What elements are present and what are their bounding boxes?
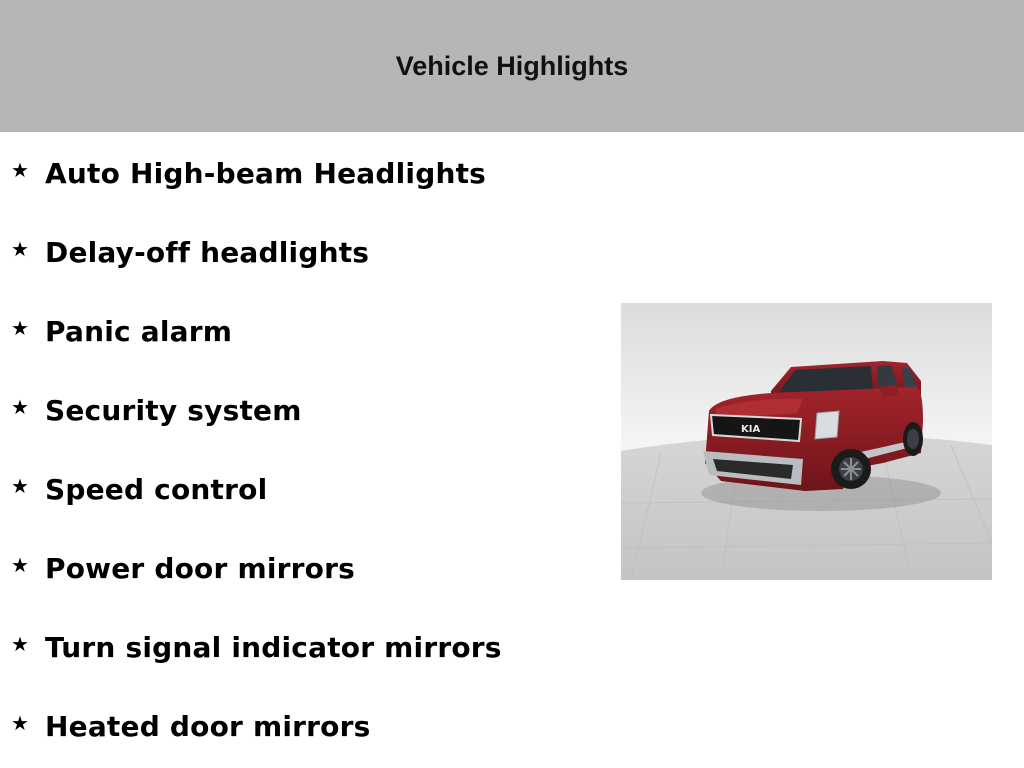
star-icon: ★ xyxy=(11,158,29,182)
star-icon: ★ xyxy=(11,237,29,261)
highlight-label: Delay-off headlights xyxy=(45,236,370,269)
highlight-label: Turn signal indicator mirrors xyxy=(45,631,502,664)
header-bar xyxy=(0,0,1024,132)
highlight-label: Heated door mirrors xyxy=(45,710,371,743)
highlight-label: Speed control xyxy=(45,473,268,506)
highlight-label: Auto High-beam Headlights xyxy=(45,157,487,190)
highlight-label: Power door mirrors xyxy=(45,552,355,585)
page-title: Vehicle Highlights xyxy=(395,50,629,81)
star-icon: ★ xyxy=(11,632,29,656)
vehicle-photo xyxy=(621,303,992,580)
star-icon: ★ xyxy=(11,553,29,577)
star-icon: ★ xyxy=(11,395,29,419)
star-icon: ★ xyxy=(11,316,29,340)
star-icon: ★ xyxy=(11,711,29,735)
highlight-label: Security system xyxy=(45,394,302,427)
highlight-label: Panic alarm xyxy=(45,315,233,348)
vehicle-illustration xyxy=(621,303,992,580)
star-icon: ★ xyxy=(11,474,29,498)
kia-logo: KIA xyxy=(741,424,761,435)
